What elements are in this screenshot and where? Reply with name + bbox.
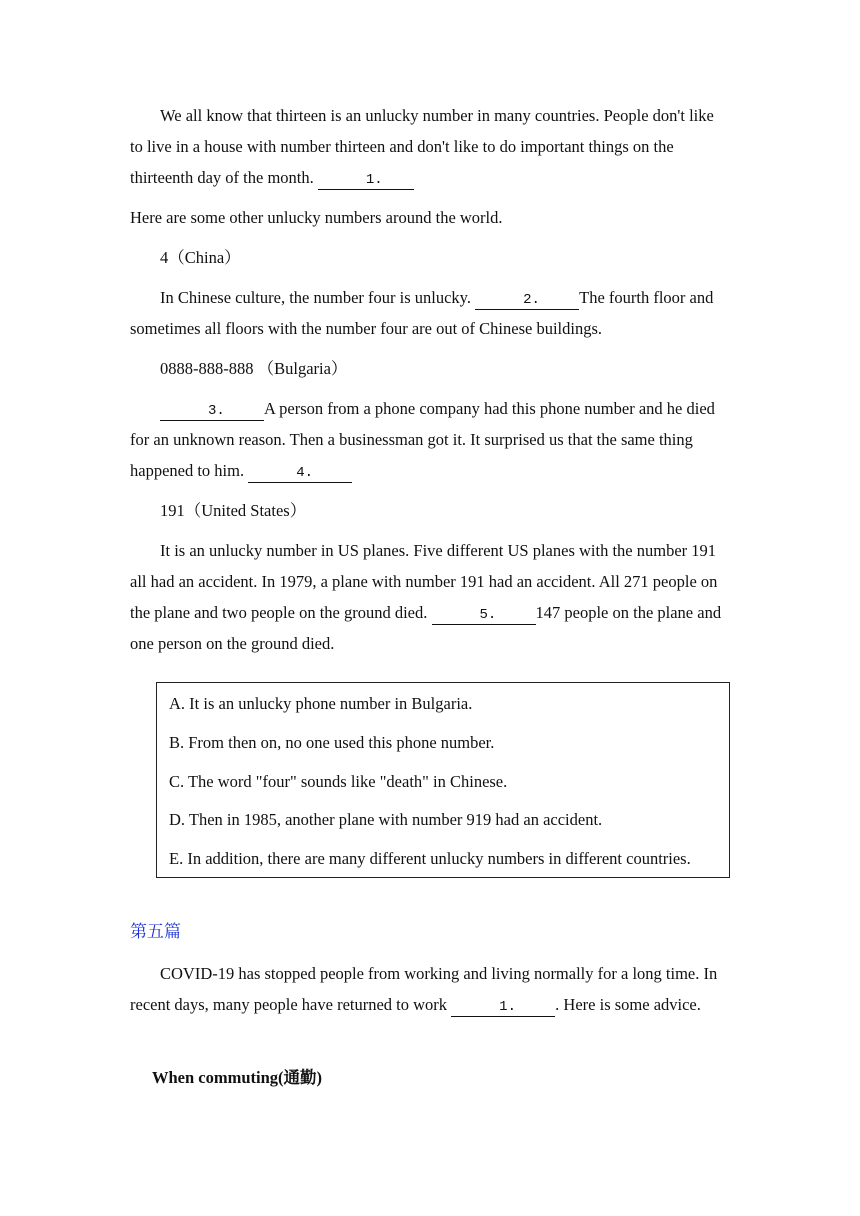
china-paragraph — [130, 282, 730, 344]
option-b: B. From then on, no one used this phone number. — [169, 732, 495, 752]
us-text-b: 147 people on the plane and one person on the ground died. — [130, 603, 722, 653]
blank-3-label: 3. — [208, 403, 225, 419]
section5-blank-1-label: 1. — [499, 999, 516, 1015]
bulgaria-text: A person from a phone company had this phone number and he died for an unknown reason. Then a businessman got it. It surprised us that the same thing happened to him. — [130, 399, 715, 480]
other-numbers-line: Here are some other unlucky numbers around the world. — [130, 208, 503, 227]
china-text-a: In Chinese culture, the number four is unlucky. — [160, 288, 471, 307]
intro-text: We all know that thirteen is an unlucky number in many countries. People don't like to live in a house with number thirteen and don't like to do important things on the thirteenth day of the month. — [130, 106, 714, 187]
bulgaria-heading: 0888-888-888 （Bulgaria） — [160, 359, 348, 378]
blank-4-label: 4. — [296, 465, 314, 481]
china-text-b: The fourth floor and sometimes all floors with the number four are out of Chinese buildings. — [130, 288, 714, 338]
blank-1-label: 1. — [365, 172, 383, 188]
china-heading: 4（China） — [160, 248, 241, 267]
passage-four — [130, 100, 730, 668]
option-d: D. Then in 1985, another plane with number 919 had an accident. — [169, 810, 603, 830]
covid-paragraph — [130, 958, 730, 1020]
section5-blank-1[interactable] — [451, 998, 555, 1017]
blank-2-label: 2. — [523, 292, 540, 308]
blank-2[interactable] — [475, 291, 579, 310]
option-c: C. The word "four" sounds like "death" in Chinese. — [169, 771, 508, 791]
intro-paragraph — [130, 100, 730, 193]
us-paragraph — [130, 535, 730, 659]
passage-five — [130, 958, 730, 1029]
covid-text-a: COVID-19 has stopped people from working and living normally for a long time. In recent days, many people have returned to work — [130, 964, 718, 1014]
commuting-heading: When commuting(通勤) — [152, 1068, 323, 1087]
covid-text-b: . Here is some advice. — [555, 995, 701, 1014]
option-e: E. In addition, there are many different unlucky numbers in different countries. — [169, 849, 691, 869]
bulgaria-paragraph — [130, 393, 730, 486]
options-box — [156, 682, 730, 878]
us-heading: 191（United States） — [160, 501, 307, 520]
blank-3[interactable] — [160, 402, 264, 421]
blank-5-label: 5. — [479, 607, 497, 623]
us-text-a: It is an unlucky number in US planes. Five different US planes with the number 191 all had an accident. In 1979, a plane with number 191 had an accident. All 271 people on the plane and two people on the ground died. — [130, 541, 718, 622]
blank-5[interactable] — [432, 606, 536, 625]
option-a: A. It is an unlucky phone number in Bulgaria. — [169, 694, 473, 713]
section-five-title: 第五篇 — [130, 922, 181, 942]
blank-1[interactable] — [318, 171, 414, 190]
blank-4[interactable] — [248, 464, 352, 483]
